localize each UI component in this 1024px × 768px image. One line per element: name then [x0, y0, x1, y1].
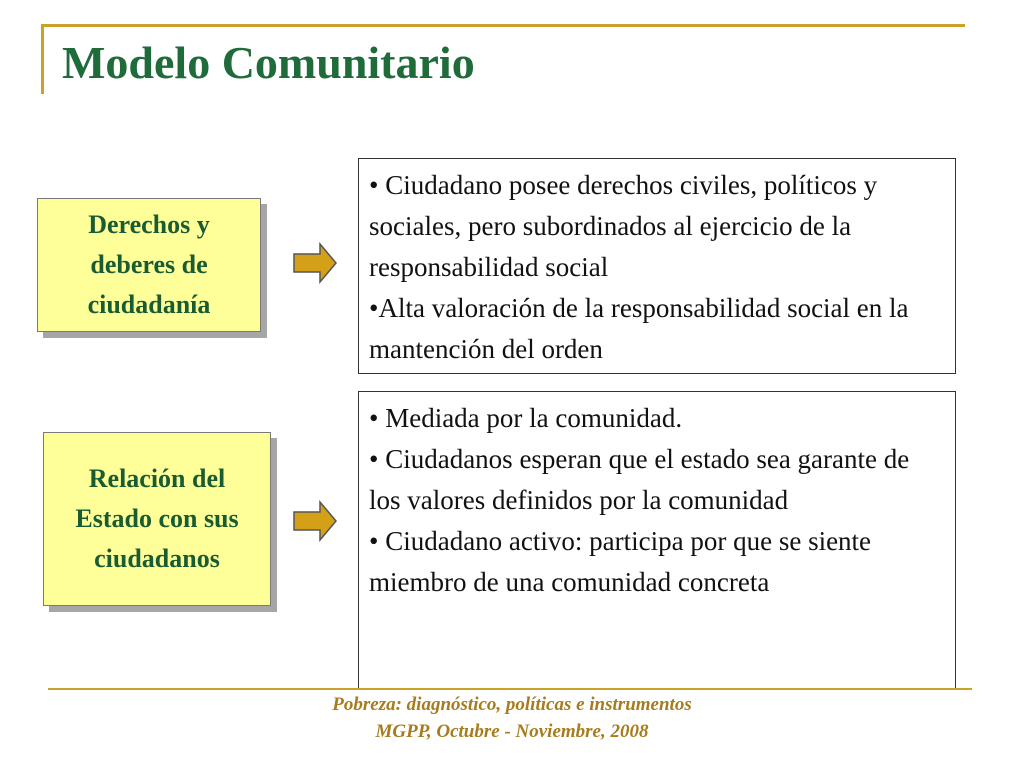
top-rule	[41, 24, 965, 27]
footer-rule	[48, 688, 972, 690]
bullet-item: •Alta valoración de la responsabilidad social en la mantención del orden	[369, 293, 909, 364]
arrow-right-icon	[292, 242, 338, 284]
left-rule	[41, 24, 44, 94]
label-box-rights	[37, 198, 261, 332]
label-state-text: Relación del Estado con sus ciudadanos	[75, 464, 239, 573]
slide-title: Modelo Comunitario	[62, 37, 475, 88]
bullet-box-rights	[358, 158, 956, 374]
footer-line-1: Pobreza: diagnóstico, políticas e instrumentos	[332, 694, 692, 715]
arrow-right-icon	[292, 500, 338, 542]
bullet-item: • Ciudadano posee derechos civiles, políticos y sociales, pero subordinados al ejercicio de la responsabilidad social	[369, 170, 878, 282]
bullet-box-state	[358, 391, 956, 689]
footer-line-2: MGPP, Octubre - Noviembre, 2008	[375, 721, 649, 742]
bullet-item: • Ciudadanos esperan que el estado sea garante de los valores definidos por la comunidad	[369, 444, 910, 515]
label-rights-text: Derechos y deberes de ciudadanía	[87, 210, 211, 319]
label-box-state	[43, 432, 271, 606]
bullet-item: • Ciudadano activo: participa por que se siente miembro de una comunidad concreta	[369, 526, 872, 597]
bullet-item: • Mediada por la comunidad.	[369, 403, 683, 433]
